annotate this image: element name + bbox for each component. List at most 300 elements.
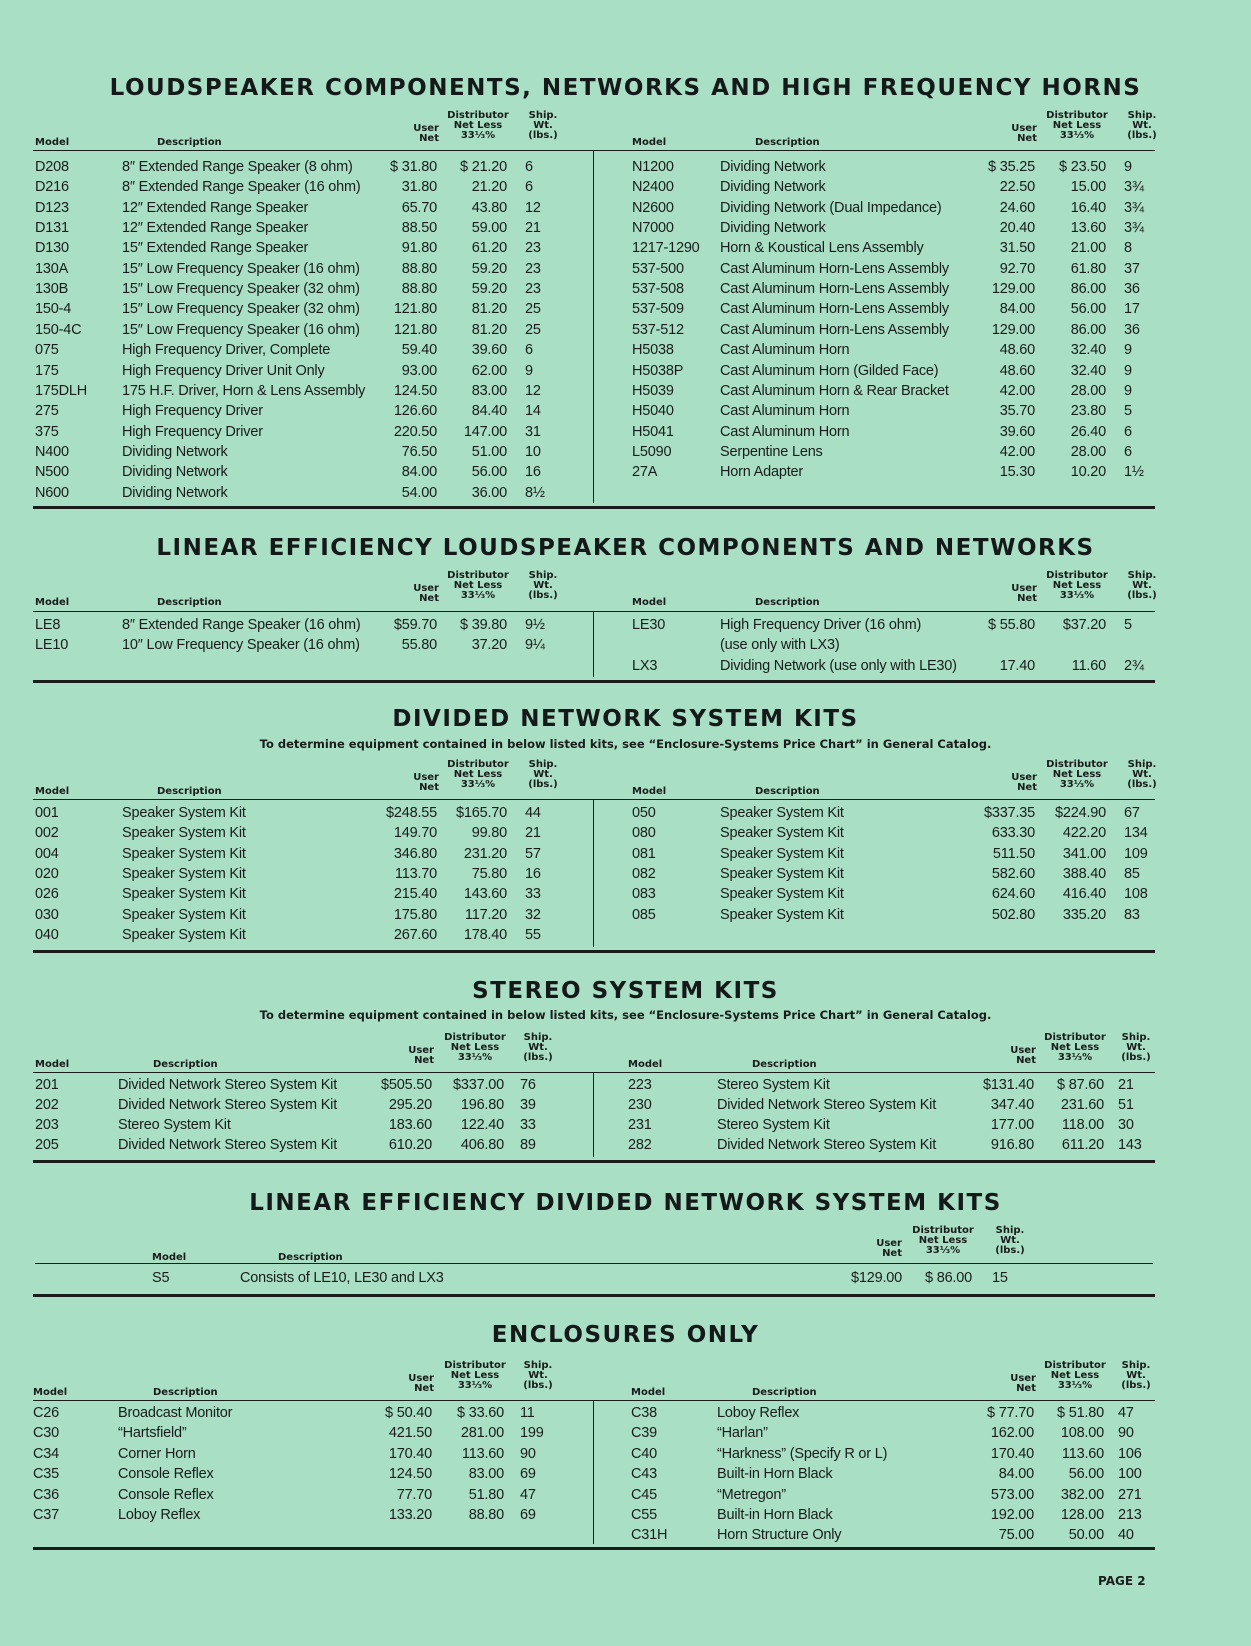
section-2-left-header-description: Description [157,786,222,797]
header-ship-weight-line: (lbs.) [523,1380,553,1391]
section-2-right-row-1-user-net: 633.30 [991,825,1035,842]
section-0-bottom-rule [33,506,1155,509]
section-0-right-row-1-model: N2400 [632,179,674,196]
section-0-right-row-0-model: N1200 [632,159,674,175]
section-0-left-row-11-distributor-net: 83.00 [471,382,507,399]
section-5-column-divider [593,1401,594,1544]
section-0-right-row-13-model: H5041 [632,423,674,440]
section-3-left-row-3-ship-weight: 89 [520,1137,536,1153]
section-1-left-header-user-net [397,584,439,604]
section-3-right-row-1-model: 230 [628,1097,652,1113]
section-0-right-row-6-distributor-net: 86.00 [1070,281,1106,298]
header-distributor-line: Net Less [450,1370,500,1381]
section-5-left-row-3-user-net: 124.50 [388,1466,432,1483]
section-5-left-row-4-model: C36 [33,1486,59,1503]
section-0-left-row-1-model: D216 [35,179,69,196]
header-user-net-line: User [876,1238,902,1249]
header-ship-weight-line: (lbs.) [995,1245,1025,1256]
section-0-right-row-0-ship-weight: 9 [1124,159,1132,175]
header-ship-weight-line: (lbs.) [1121,1380,1151,1391]
section-5-right-row-5-user-net: 192.00 [990,1507,1034,1523]
header-distributor-line: Distributor [1046,759,1108,770]
section-3-left-row-0-distributor-net: $337.00 [452,1077,504,1093]
header-distributor-line: 33⅓% [460,779,496,790]
section-0-left-row-5-user-net: 88.80 [401,260,437,277]
section-3-right-row-0-model: 223 [628,1077,652,1093]
page-number: PAGE 2 [1098,1574,1146,1588]
section-5-left-header-distributor [438,1361,512,1391]
section-5-left-row-2-user-net: 170.40 [388,1445,432,1462]
section-0-left-row-6-user-net: 88.80 [401,281,437,298]
header-ship-weight-line: (lbs.) [528,590,558,601]
section-1-right-row-2-user-net: 17.40 [999,657,1035,674]
section-3-right-header-ship-weight [1114,1033,1158,1063]
section-0-left-header-distributor [441,111,515,141]
section-3-right-row-3-user-net: 916.80 [990,1137,1034,1153]
section-3-left-header-ship-weight [516,1033,560,1063]
section-1-right-row-0-description: High Frequency Driver (16 ohm) [720,617,922,633]
section-0-left-row-4-user-net: 91.80 [401,240,437,257]
section-2-left-row-3-user-net: 113.70 [394,866,437,883]
section-3-left-row-3-distributor-net: 406.80 [460,1137,504,1153]
section-2-right-row-3-ship-weight: 85 [1124,866,1140,883]
section-0-left-row-1-user-net: 31.80 [401,179,437,196]
section-3-title: STEREO SYSTEM KITS [472,978,779,1004]
section-4-bottom-rule [33,1294,1155,1297]
section-0-right-row-8-model: 537-512 [632,321,684,338]
section-5-right-header-description: Description [752,1387,817,1398]
section-2-left-row-6-model: 040 [35,927,59,944]
section-4-left-row-0-model: S5 [152,1270,170,1286]
section-2-left-row-3-description: Speaker System Kit [122,866,246,883]
section-0-right-header-distributor [1040,111,1114,141]
section-2-left-row-4-user-net: 215.40 [393,886,437,903]
section-0-right-row-1-description: Dividing Network [720,179,826,196]
section-3-right-row-1-description: Divided Network Stereo System Kit [717,1097,937,1113]
section-4-header-user-net [860,1239,902,1259]
section-5-right-row-4-user-net: 573.00 [990,1486,1034,1503]
section-5-right-row-6-description: Horn Structure Only [717,1527,842,1544]
section-3-right-header-distributor [1038,1033,1112,1063]
section-0-right-row-14-description: Serpentine Lens [720,443,823,460]
header-ship-weight-line: (lbs.) [523,1052,553,1063]
section-0-left-row-9-user-net: 59.40 [401,342,437,359]
section-0-left-row-4-ship-weight: 23 [525,240,541,257]
section-0-left-row-6-distributor-net: 59.20 [471,281,507,298]
section-0-left-row-11-ship-weight: 12 [525,382,541,399]
section-0-right-row-9-description: Cast Aluminum Horn [720,342,850,359]
section-1-title: LINEAR EFFICIENCY LOUDSPEAKER COMPONENTS AND NETWORKS [156,535,1095,561]
section-5-right-row-1-user-net: 162.00 [990,1425,1034,1442]
header-ship-weight-line: Ship. [523,1360,553,1371]
section-0-right-row-7-distributor-net: 56.00 [1070,301,1106,318]
section-2-right-row-3-distributor-net: 388.40 [1062,866,1106,883]
section-5-right-row-2-model: C40 [631,1445,657,1462]
header-ship-weight-line: (lbs.) [528,779,558,790]
section-2-left-row-0-description: Speaker System Kit [122,805,246,821]
section-0-left-row-16-model: N600 [35,484,69,501]
header-distributor-line: 33⅓% [457,1380,493,1391]
section-5-left-row-4-distributor-net: 51.80 [468,1486,504,1503]
section-1-left-header-ship-weight [521,571,565,601]
section-3-header-line [33,1072,1155,1073]
section-0-left-row-0-user-net: $ 31.80 [390,159,437,175]
section-2-right-row-0-ship-weight: 67 [1124,805,1140,821]
section-2-right-row-2-description: Speaker System Kit [720,845,844,862]
section-0-right-row-13-user-net: 39.60 [999,423,1035,440]
section-0-left-row-16-distributor-net: 36.00 [471,484,507,501]
section-0-right-header-user-net [995,124,1037,144]
header-ship-weight-line: Ship. [995,1225,1025,1236]
header-user-net-line: Net [414,1383,434,1394]
section-0-right-row-3-distributor-net: 13.60 [1070,220,1106,237]
section-1-header-line [33,611,1155,612]
header-ship-weight-line: (lbs.) [1121,1052,1151,1063]
section-0-right-row-4-model: 1217-1290 [632,240,700,257]
section-3-left-header-user-net [392,1046,434,1066]
header-user-net-line: User [408,1045,434,1056]
section-1-left-row-0-user-net: $59.70 [393,617,437,633]
section-0-right-row-10-distributor-net: 32.40 [1070,362,1106,379]
section-2-left-row-4-description: Speaker System Kit [122,886,246,903]
section-3-left-row-2-model: 203 [35,1117,59,1133]
section-5-left-row-3-ship-weight: 69 [520,1466,536,1483]
header-distributor-line: Net Less [1052,120,1102,131]
section-2-right-row-0-description: Speaker System Kit [720,805,844,821]
section-2-right-row-1-distributor-net: 422.20 [1062,825,1106,842]
section-2-right-row-4-distributor-net: 416.40 [1062,886,1106,903]
section-0-left-row-9-description: High Frequency Driver, Complete [122,342,331,359]
section-1-left-row-0-distributor-net: $ 39.80 [460,617,507,633]
section-4-left-row-0-distributor-net: $ 86.00 [925,1270,972,1286]
header-ship-weight-line: (lbs.) [528,130,558,141]
section-0-right-row-5-model: 537-500 [632,260,684,277]
section-3-column-divider [593,1073,594,1157]
section-5-left-row-3-model: C35 [33,1466,59,1483]
section-0-left-row-5-description: 15″ Low Frequency Speaker (16 ohm) [122,260,360,277]
section-5-left-row-2-description: Corner Horn [118,1445,196,1462]
section-1-right-row-0-model: LE30 [632,617,666,633]
section-2-left-row-0-ship-weight: 44 [525,805,541,821]
section-3-left-header-description: Description [153,1059,218,1070]
section-2-right-row-4-user-net: 624.60 [991,886,1035,903]
section-0-right-row-9-distributor-net: 32.40 [1070,342,1106,359]
section-0-right-header-description: Description [755,137,820,148]
section-2-right-row-0-user-net: $337.35 [983,805,1035,821]
section-2-left-row-1-user-net: 149.70 [393,825,437,842]
section-0-left-row-13-distributor-net: 147.00 [463,423,507,440]
section-3-right-row-3-distributor-net: 611.20 [1061,1137,1104,1153]
section-5-right-row-3-distributor-net: 56.00 [1068,1466,1104,1483]
section-2-right-row-5-model: 085 [632,906,656,923]
section-0-right-row-8-description: Cast Aluminum Horn-Lens Assembly [720,321,949,338]
section-2-left-row-4-distributor-net: 143.60 [463,886,507,903]
section-0-left-row-12-description: High Frequency Driver [122,403,263,420]
section-2-left-row-4-ship-weight: 33 [525,886,541,903]
section-0-left-row-6-description: 15″ Low Frequency Speaker (32 ohm) [122,281,360,298]
section-5-left-header-ship-weight [516,1361,560,1391]
header-ship-weight-line: Ship. [528,759,558,770]
section-2-bottom-rule [33,950,1155,953]
section-4-header-line [35,1263,1153,1264]
section-2-right-header-ship-weight [1120,760,1164,790]
section-0-right-row-14-ship-weight: 6 [1124,443,1132,460]
section-0-right-row-0-user-net: $ 35.25 [988,159,1035,175]
section-1-right-header-ship-weight [1120,571,1164,601]
section-0-left-row-15-description: Dividing Network [122,464,228,481]
section-0-left-row-11-model: 175DLH [35,382,87,399]
section-0-left-row-4-model: D130 [35,240,69,257]
section-0-left-row-10-distributor-net: 62.00 [471,362,507,379]
section-5-left-row-0-distributor-net: $ 33.60 [457,1405,504,1421]
section-2-left-row-1-ship-weight: 21 [525,825,541,842]
section-5-right-row-3-user-net: 84.00 [998,1466,1034,1483]
section-2-right-row-5-distributor-net: 335.20 [1062,906,1106,923]
section-2-left-row-2-user-net: 346.80 [393,845,437,862]
section-5-left-row-4-ship-weight: 47 [520,1486,536,1503]
section-2-right-row-4-model: 083 [632,886,656,903]
section-0-right-row-12-user-net: 35.70 [999,403,1035,420]
section-0-right-row-5-user-net: 92.70 [999,260,1035,277]
section-0-left-header-model: Model [35,137,70,148]
section-5-right-row-4-description: “Metregon” [717,1486,786,1503]
section-0-left-row-12-user-net: 126.60 [393,403,437,420]
section-0-left-row-1-ship-weight: 6 [525,179,533,196]
section-0-left-row-11-user-net: 124.50 [393,382,437,399]
section-3-left-header-distributor [438,1033,512,1063]
section-0-left-row-2-description: 12″ Extended Range Speaker [122,199,309,216]
section-0-left-row-7-user-net: 121.80 [393,301,437,318]
section-2-right-row-4-description: Speaker System Kit [720,886,844,903]
section-0-left-row-8-distributor-net: 81.20 [471,321,507,338]
section-0-left-row-8-ship-weight: 25 [525,321,541,338]
section-0-left-row-13-user-net: 220.50 [393,423,437,440]
section-2-left-header-model: Model [35,786,70,797]
section-5-right-row-5-distributor-net: 128.00 [1060,1507,1104,1523]
section-0-left-row-8-model: 150-4C [35,321,82,338]
header-ship-weight-line: Ship. [1127,110,1157,121]
section-2-left-row-5-user-net: 175.80 [393,906,437,923]
section-0-left-row-13-ship-weight: 31 [525,423,541,440]
header-distributor-line: Distributor [1044,1032,1106,1043]
section-1-left-row-1-user-net: 55.80 [401,637,437,654]
section-0-right-row-8-distributor-net: 86.00 [1070,321,1106,338]
section-0-left-row-3-ship-weight: 21 [525,220,541,237]
header-ship-weight-line: Wt. [533,769,553,780]
section-2-left-header-user-net [397,773,439,793]
header-ship-weight-line: Wt. [528,1042,548,1053]
section-3-right-row-1-distributor-net: 231.60 [1060,1097,1104,1113]
section-3-right-row-2-description: Stereo System Kit [717,1117,830,1133]
section-3-right-row-2-model: 231 [628,1117,652,1133]
section-0-right-row-1-user-net: 22.50 [999,179,1035,196]
section-0-right-row-1-ship-weight: 3¾ [1124,179,1144,196]
section-0-left-row-11-description: 175 H.F. Driver, Horn & Lens Assembly [122,382,366,399]
section-0-header-line [33,150,1155,151]
section-1-bottom-rule [33,680,1155,683]
section-0-left-row-13-description: High Frequency Driver [122,423,263,440]
header-ship-weight-line: Wt. [1132,769,1152,780]
section-2-right-row-5-ship-weight: 83 [1124,906,1140,923]
header-ship-weight-line: Wt. [1126,1042,1146,1053]
section-4-header-distributor [906,1226,980,1256]
section-0-right-row-10-user-net: 48.60 [999,362,1035,379]
section-5-left-row-1-ship-weight: 199 [520,1425,544,1442]
section-0-left-header-user-net [397,124,439,144]
header-ship-weight-line: Wt. [528,1370,548,1381]
section-1-left-header-model: Model [35,597,70,608]
section-2-right-header-description: Description [755,786,820,797]
section-3-right-row-0-user-net: $131.40 [982,1077,1034,1093]
section-3-right-row-0-ship-weight: 21 [1118,1077,1134,1093]
section-1-right-header-distributor [1040,571,1114,601]
section-0-right-row-10-description: Cast Aluminum Horn (Gilded Face) [720,362,939,379]
section-5-right-row-1-ship-weight: 90 [1118,1425,1134,1442]
section-0-left-row-15-ship-weight: 16 [525,464,541,481]
header-ship-weight-line: Ship. [1127,759,1157,770]
section-3-right-row-3-description: Divided Network Stereo System Kit [717,1137,937,1153]
section-1-left-header-description: Description [157,597,222,608]
section-2-left-row-3-model: 020 [35,866,59,883]
section-2-left-row-6-distributor-net: 178.40 [463,927,507,944]
section-3-right-row-3-ship-weight: 143 [1118,1137,1142,1153]
header-distributor-line: Distributor [447,759,509,770]
section-0-left-row-10-description: High Frequency Driver Unit Only [122,362,325,379]
section-5-left-row-5-description: Loboy Reflex [118,1507,201,1523]
section-1-column-divider [593,612,594,677]
section-0-right-row-12-ship-weight: 5 [1124,403,1132,420]
section-0-right-row-13-description: Cast Aluminum Horn [720,423,850,440]
section-3-left-row-1-description: Divided Network Stereo System Kit [118,1097,338,1113]
section-0-left-row-12-ship-weight: 14 [525,403,541,420]
section-5-left-header-user-net [392,1374,434,1394]
section-0-right-row-14-user-net: 42.00 [999,443,1035,460]
section-2-left-row-6-user-net: 267.60 [393,927,437,944]
section-2-left-row-2-ship-weight: 57 [525,845,541,862]
header-ship-weight-line: Wt. [533,580,553,591]
section-5-right-row-2-user-net: 170.40 [990,1445,1034,1462]
section-3-left-row-0-description: Divided Network Stereo System Kit [118,1077,338,1093]
section-2-right-row-2-model: 081 [632,845,656,862]
section-3-right-row-2-distributor-net: 118.00 [1061,1117,1104,1133]
section-2-right-row-1-model: 080 [632,825,656,842]
section-0-right-row-7-description: Cast Aluminum Horn-Lens Assembly [720,301,949,318]
section-0-left-row-5-distributor-net: 59.20 [471,260,507,277]
section-1-right-row-1-description: (use only with LX3) [720,637,840,654]
header-distributor-line: Net Less [453,769,503,780]
section-3-left-row-2-ship-weight: 33 [520,1117,536,1133]
section-2-left-row-0-user-net: $248.55 [385,805,437,821]
section-0-left-row-15-user-net: 84.00 [401,464,437,481]
header-user-net-line: Net [1017,133,1037,144]
header-distributor-line: Net Less [1052,769,1102,780]
section-0-left-row-9-distributor-net: 39.60 [471,342,507,359]
section-5-right-row-0-ship-weight: 47 [1118,1405,1134,1421]
section-5-left-row-5-distributor-net: 88.80 [468,1507,504,1523]
section-2-left-row-6-description: Speaker System Kit [122,927,246,944]
section-3-right-row-2-user-net: 177.00 [990,1117,1034,1133]
section-0-left-row-7-model: 150-4 [35,301,72,318]
section-0-right-row-7-user-net: 84.00 [999,301,1035,318]
header-distributor-line: 33⅓% [925,1245,961,1256]
section-2-right-row-3-user-net: 582.60 [991,866,1035,883]
section-5-right-row-3-model: C43 [631,1466,657,1483]
section-2-title: DIVIDED NETWORK SYSTEM KITS [392,706,859,732]
section-0-right-row-2-user-net: 24.60 [999,199,1035,216]
section-0-right-row-8-user-net: 129.00 [991,321,1035,338]
section-0-left-row-16-description: Dividing Network [122,484,228,501]
section-3-left-row-1-ship-weight: 39 [520,1097,536,1113]
section-0-left-row-10-user-net: 93.00 [401,362,437,379]
section-0-left-row-0-model: D208 [35,159,69,175]
section-5-bottom-rule [33,1547,1155,1550]
section-1-right-row-0-distributor-net: $37.20 [1062,617,1106,633]
header-user-net-line: User [413,123,439,134]
section-0-left-row-16-user-net: 54.00 [401,484,437,501]
section-1-left-row-1-description: 10″ Low Frequency Speaker (16 ohm) [122,637,360,654]
section-0-right-row-11-model: H5039 [632,382,674,399]
section-5-left-header-model: Model [33,1387,68,1398]
header-distributor-line: 33⅓% [460,130,496,141]
section-3-left-row-1-distributor-net: 196.80 [460,1097,504,1113]
section-0-left-row-10-model: 175 [35,362,59,379]
section-0-right-row-9-user-net: 48.60 [999,342,1035,359]
header-distributor-line: Net Less [918,1235,968,1246]
header-distributor-line: Net Less [1050,1042,1100,1053]
section-2-right-row-3-model: 082 [632,866,656,883]
header-distributor-line: Distributor [1046,110,1108,121]
section-0-left-row-14-ship-weight: 10 [525,443,541,460]
header-distributor-line: Distributor [1044,1360,1106,1371]
section-0-right-row-1-distributor-net: 15.00 [1070,179,1106,196]
section-0-left-row-2-ship-weight: 12 [525,199,541,216]
section-0-right-row-7-ship-weight: 17 [1124,301,1140,318]
header-user-net-line: User [413,583,439,594]
section-5-right-row-3-ship-weight: 100 [1118,1466,1142,1483]
section-2-right-row-0-distributor-net: $224.90 [1054,805,1106,821]
section-2-left-row-1-distributor-net: 99.80 [471,825,507,842]
section-3-left-row-0-user-net: $505.50 [380,1077,432,1093]
section-0-right-row-11-user-net: 42.00 [999,382,1035,399]
section-3-right-row-1-ship-weight: 51 [1118,1097,1134,1113]
section-3-left-row-2-distributor-net: 122.40 [460,1117,504,1133]
section-0-left-row-14-description: Dividing Network [122,443,228,460]
header-distributor-line: 33⅓% [1057,1380,1093,1391]
section-0-right-row-15-distributor-net: 10.20 [1070,464,1106,481]
section-3-note: To determine equipment contained in below listed kits, see “Enclosure-Systems Price Chart” in General Catalog. [259,1008,992,1022]
section-2-note: To determine equipment contained in below listed kits, see “Enclosure-Systems Price Chart” in General Catalog. [259,737,992,751]
section-2-right-row-0-model: 050 [632,805,656,821]
header-distributor-line: Net Less [450,1042,500,1053]
section-5-right-header-distributor [1038,1361,1112,1391]
section-5-right-row-1-distributor-net: 108.00 [1060,1425,1104,1442]
section-0-right-row-15-description: Horn Adapter [720,464,804,481]
section-0-left-row-12-distributor-net: 84.40 [471,403,507,420]
section-5-right-row-2-ship-weight: 106 [1118,1445,1142,1462]
section-2-left-row-5-model: 030 [35,906,59,923]
header-ship-weight-line: Wt. [1132,580,1152,591]
section-0-right-row-2-ship-weight: 3¾ [1124,199,1144,216]
section-0-left-row-6-ship-weight: 23 [525,281,541,298]
section-5-left-row-1-distributor-net: 281.00 [460,1425,504,1442]
section-0-left-row-1-distributor-net: 21.20 [471,179,507,196]
section-5-right-row-6-user-net: 75.00 [998,1527,1034,1544]
header-ship-weight-line: Ship. [1127,570,1157,581]
header-distributor-line: 33⅓% [1059,779,1095,790]
section-0-right-row-4-ship-weight: 8 [1124,240,1132,257]
section-0-right-row-12-model: H5040 [632,403,674,420]
section-5-right-row-0-description: Loboy Reflex [717,1405,800,1421]
